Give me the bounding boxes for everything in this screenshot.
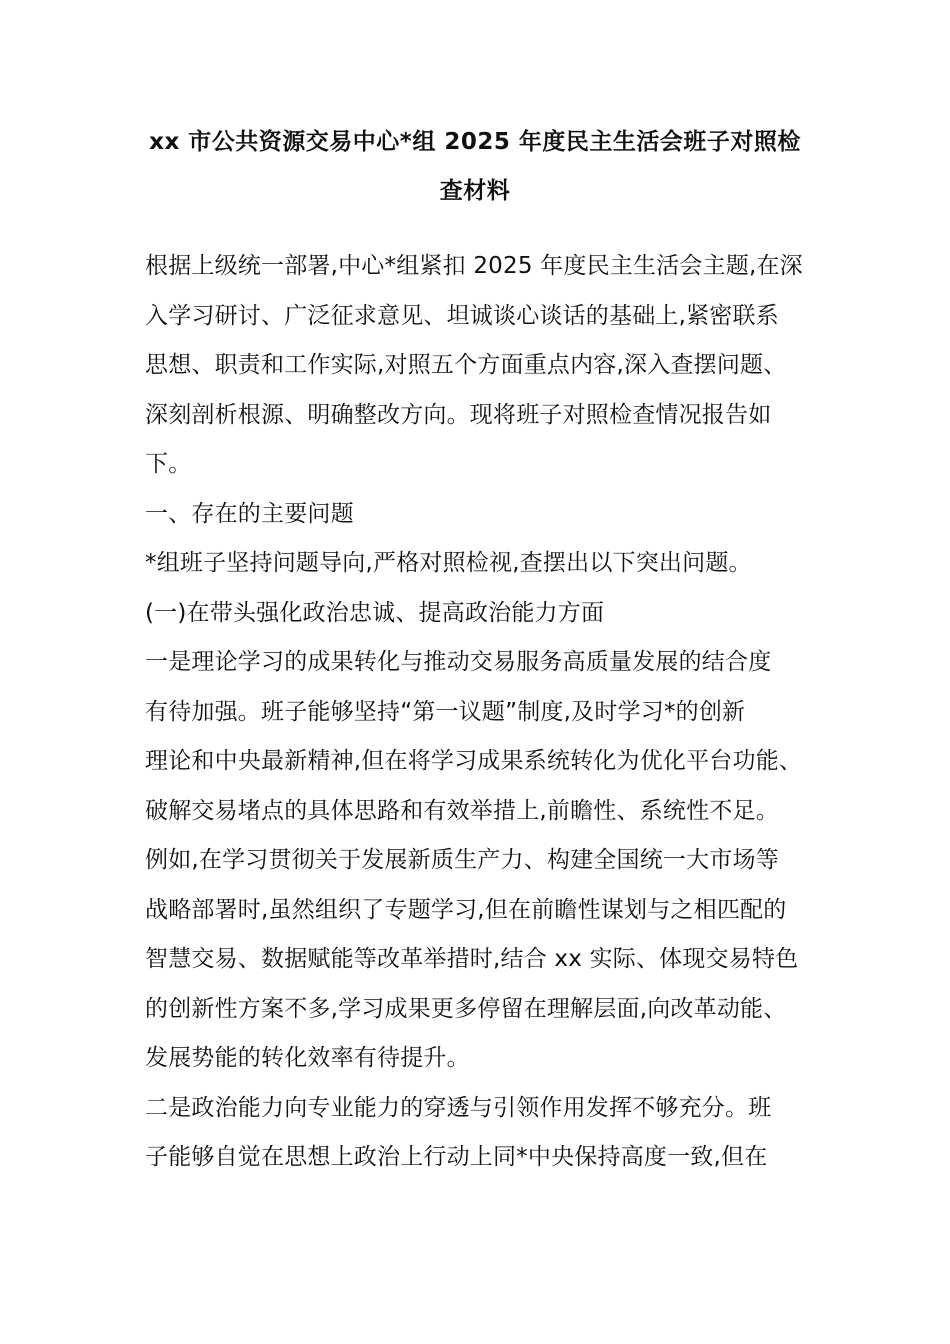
title-line: 查材料 — [439, 178, 511, 204]
body-line: 深刻剖析根源、明确整改方向。现将班子对照检查情况报告如 — [145, 401, 772, 428]
body-line: 理论和中央最新精神,但在将学习成果系统转化为优化平台功能、 — [145, 748, 803, 774]
document-body — [145, 242, 835, 1183]
body-line: 入学习研讨、广泛征求意见、坦诚谈心谈话的基础上,紧密联系 — [145, 302, 779, 329]
body-line: *组班子坚持问题导向,严格对照检视,查摆出以下突出问题。 — [145, 550, 752, 576]
body-line: 一是理论学习的成果转化与推动交易服务高质量发展的结合度 — [145, 649, 772, 675]
body-line: 战略部署时,虽然组织了专题学习,但在前瞻性谋划与之相匹配的 — [145, 896, 787, 923]
body-line: 二是政治能力向专业能力的穿透与引领作用发挥不够充分。班 — [145, 1094, 772, 1121]
body-line: 有待加强。班子能够坚持“第一议题”制度,及时学习*的创新 — [145, 698, 746, 725]
body-line: 根据上级统一部署,中心*组紧扣 2025 年度民主生活会主题,在深 — [145, 253, 803, 279]
subsection-heading: (一)在带头强化政治忠诚、提高政治能力方面 — [145, 599, 605, 626]
body-line: 下。 — [145, 451, 192, 477]
document-title — [120, 118, 830, 216]
body-line: 子能够自觉在思想上政治上行动上同*中央保持高度一致,但在 — [145, 1144, 768, 1170]
body-line: 破解交易堵点的具体思路和有效举措上,前瞻性、系统性不足。 — [145, 797, 779, 824]
section-heading: 一、存在的主要问题 — [145, 500, 354, 527]
body-line: 例如,在学习贯彻关于发展新质生产力、构建全国统一大市场等 — [145, 847, 779, 873]
body-line: 的创新性方案不多,学习成果更多停留在理解层面,向改革动能、 — [145, 995, 787, 1022]
body-line: 发展势能的转化效率有待提升。 — [145, 1045, 470, 1071]
title-line: xx 市公共资源交易中心*组 2025 年度民主生活会班子对照检 — [149, 129, 801, 155]
body-line: 思想、职责和工作实际,对照五个方面重点内容,深入查摆问题、 — [145, 352, 787, 378]
body-line: 智慧交易、数据赋能等改革举措时,结合 xx 实际、体现交易特色 — [145, 946, 799, 972]
